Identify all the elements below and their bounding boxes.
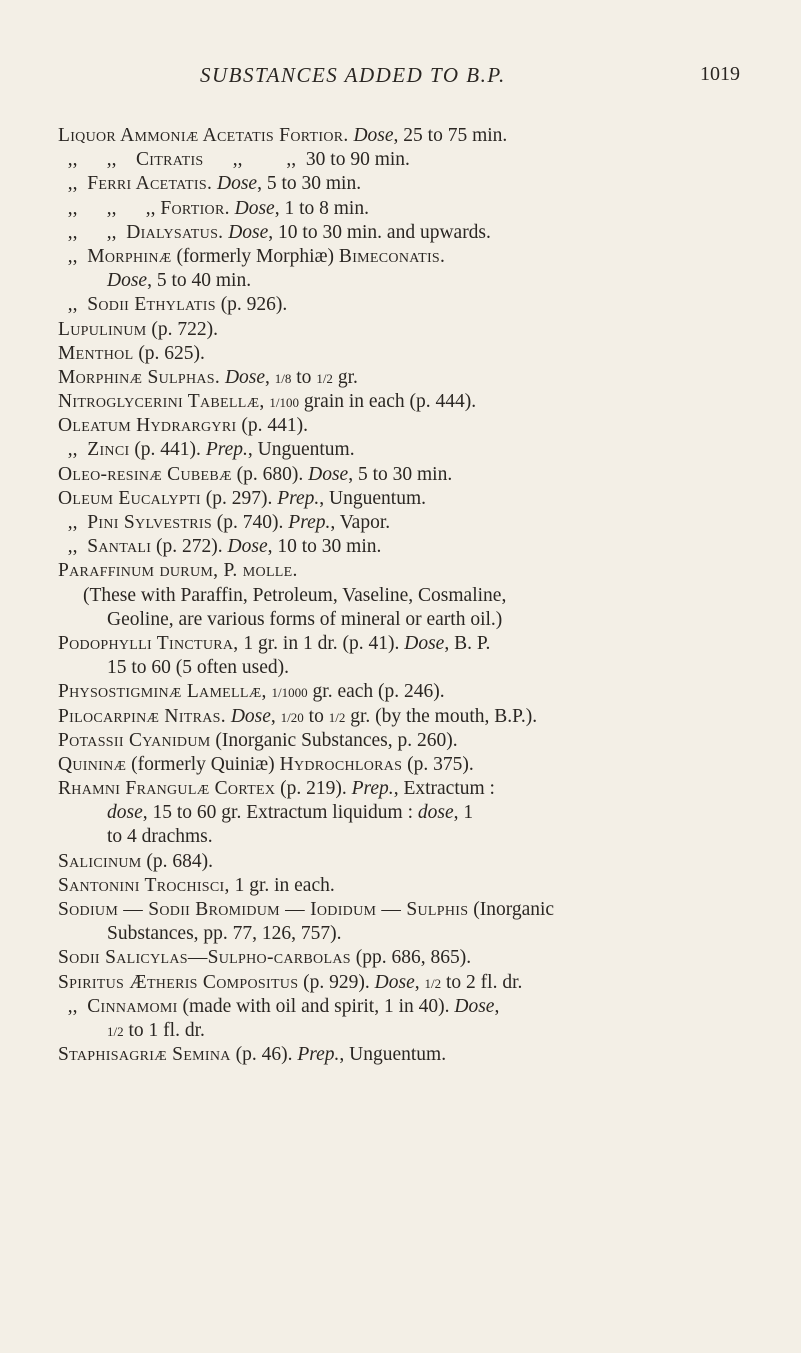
entry-name: Liquor Ammoniæ Acetatis Fortior. [58, 125, 349, 146]
line-text: , 5 to 30 min. [257, 173, 362, 195]
line-text: , 10 to 30 min. and upwards. [268, 221, 491, 243]
italic-term: Dose [217, 173, 258, 195]
italic-term: dose [417, 802, 454, 824]
entry-name: Salicinum [58, 850, 142, 872]
text-line [0, 1043, 801, 1067]
text-line [0, 801, 801, 825]
text-line [0, 705, 801, 729]
line-text: , 5 to 40 min. [147, 270, 252, 292]
entry-name: Morphinæ Sulphas. [58, 366, 221, 388]
line-text: 1 gr. in each. [229, 874, 335, 896]
running-head: SUBSTANCES ADDED TO B.P. [200, 63, 506, 87]
italic-term: Dose [227, 536, 268, 558]
text-line [0, 777, 801, 801]
entry-name: Spiritus Ætheris Compositus [58, 971, 299, 993]
line-text: ,, [58, 995, 88, 1017]
text-line [0, 753, 801, 777]
text-line [0, 511, 801, 535]
line-text: Substances, pp. 77, 126, 757). [107, 923, 342, 945]
text-line [0, 245, 801, 269]
entry-name: Rhamni Frangulæ Cortex [58, 778, 276, 800]
line-text: (p. 680). [231, 463, 309, 485]
italic-term: Dose [224, 366, 266, 388]
line-text: to 4 drachms. [107, 826, 213, 848]
line-text: to 1 fl. dr. [123, 1019, 205, 1041]
text-line [0, 922, 801, 946]
italic-term: Dose [404, 632, 445, 654]
entry-name: Lupulinum [58, 318, 147, 340]
entry-name: Pini Sylvestris [87, 512, 212, 533]
line-text: , Unguentum. [247, 439, 355, 461]
line-text: ,, [58, 439, 88, 461]
text-line [0, 438, 801, 462]
italic-term: Dose [454, 995, 495, 1017]
entry-name: Dialysatus. [126, 221, 224, 243]
line-text: (p. 740). [211, 512, 289, 533]
text-line [0, 293, 801, 317]
text-line [0, 971, 801, 995]
entry-name: Potassii Cyanidum [58, 729, 211, 751]
italic-term: Prep. [277, 487, 320, 509]
line-text: gr. (by the mouth, B.P.). [345, 705, 538, 727]
entry-name: Sodium — Sodii Bromidum — Iodidum — Sulphis [58, 899, 469, 920]
entry-name: Paraffinum durum, P. molle. [58, 560, 298, 582]
italic-term: Dose [228, 221, 269, 243]
text-line [0, 946, 801, 970]
line-text: (p. 684). [141, 850, 214, 872]
fraction: 1/8 [274, 370, 292, 386]
line-text: to [303, 705, 329, 727]
italic-term: Prep. [351, 778, 394, 800]
text-line [0, 124, 801, 148]
line-text: ,, [58, 536, 88, 558]
text-line [0, 825, 801, 849]
line-text: (formerly Quiniæ) [126, 753, 280, 775]
fraction: 1/2 [328, 709, 346, 725]
line-text: , 10 to 30 min. [267, 536, 382, 558]
line-text: (p. 929). [298, 971, 375, 993]
entry-name: Sodii Salicylas—Sulpho-carbolas [58, 947, 351, 969]
entry-name: Citratis [136, 149, 204, 171]
entry-name: Nitroglycerini Tabellæ, [58, 391, 265, 413]
entry-name: Santali [87, 536, 152, 558]
line-text: , Extractum : [393, 778, 495, 800]
entry-name: Ferri Acetatis. [87, 173, 213, 195]
text-line [0, 463, 801, 487]
italic-term: Dose [230, 705, 271, 727]
line-text: , 1 to 8 min. [274, 197, 369, 219]
line-text: , [494, 995, 500, 1017]
italic-term: Dose [308, 463, 349, 485]
page-number: 1019 [700, 63, 740, 85]
text-line [0, 656, 801, 680]
entry-name: Staphisagriæ Semina [58, 1044, 231, 1066]
line-text: (These with Paraffin, Petroleum, Vaseline, Cosmaline, [83, 584, 507, 606]
line-text: (pp. 686, 865). [350, 947, 472, 969]
text-line [0, 608, 801, 632]
line-text: ,, ,, [58, 221, 127, 243]
entry-name: Pilocarpinæ Nitras. [58, 705, 226, 727]
entry-name: Oleum Eucalypti [58, 487, 201, 509]
line-text: ,, ,, 30 to 90 min. [203, 149, 410, 171]
line-text: Geoline, are various forms of mineral or earth oil.) [107, 608, 503, 630]
text-line [0, 487, 801, 511]
text-line [0, 995, 801, 1019]
line-text: , Unguentum. [339, 1044, 447, 1066]
text-line [0, 221, 801, 245]
text-line [0, 729, 801, 753]
text-line [0, 559, 801, 583]
line-text: , 5 to 30 min. [348, 463, 453, 485]
line-text: ,, ,, ,, [58, 197, 161, 219]
text-line [0, 366, 801, 390]
entry-name: Menthol [58, 342, 134, 364]
text-line [0, 632, 801, 656]
entry-name: Physostigminæ Lamellæ, [58, 681, 267, 703]
entry-name: Fortior. [160, 197, 230, 219]
text-line [0, 318, 801, 342]
line-text: (Inorganic Substances, p. 260). [210, 729, 458, 751]
entry-list [0, 124, 801, 1067]
fraction: 1/20 [280, 709, 304, 725]
line-text: , Unguentum. [319, 487, 426, 509]
entry-name: Santonini Trochisci, [58, 874, 230, 896]
entry-name: Hydrochloras [279, 753, 403, 775]
italic-term: Prep. [288, 512, 331, 533]
line-text: , [270, 705, 281, 727]
line-text: (p. 297). [200, 487, 278, 509]
fraction: 1/2 [424, 975, 442, 991]
line-text: ,, [58, 173, 88, 195]
line-text: 1 gr. in 1 dr. (p. 41). [238, 632, 405, 654]
italic-term: Dose [107, 270, 148, 292]
line-text: (p. 272). [151, 536, 228, 558]
line-text: gr. [332, 366, 358, 388]
line-text: , [265, 366, 275, 388]
line-text: , 1 [453, 802, 474, 824]
line-text: (p. 219). [275, 778, 352, 800]
line-text: (formerly Morphiæ) [171, 245, 339, 267]
italic-term: dose [107, 802, 143, 824]
entry-name: Quininæ [58, 753, 127, 775]
text-line [0, 850, 801, 874]
line-text: ,, [58, 245, 88, 267]
line-text: ,, ,, [58, 149, 136, 171]
entry-name: Oleo-resinæ Cubebæ [58, 463, 232, 485]
line-text: (Inorganic [468, 899, 555, 920]
text-line [0, 172, 801, 196]
line-text: gr. each (p. 246). [307, 681, 445, 703]
entry-name: Sodii Ethylatis [87, 294, 216, 316]
entry-name: Zinci [87, 439, 130, 461]
text-line [0, 680, 801, 704]
page-header [200, 63, 740, 93]
line-text: (p. 441). [129, 439, 206, 461]
entry-name: Morphinæ [87, 245, 172, 267]
line-text: (p. 625). [133, 342, 205, 364]
text-line [0, 390, 801, 414]
text-line [0, 584, 801, 608]
line-text: ,, [58, 512, 88, 533]
italic-term: Dose [374, 971, 415, 993]
line-text: , Vapor. [330, 512, 391, 533]
line-text: 15 to 60 (5 often used). [107, 657, 289, 679]
text-line [0, 535, 801, 559]
line-text: , 25 to 75 min. [393, 125, 508, 146]
italic-term: Dose [234, 197, 275, 219]
line-text: (p. 722). [146, 318, 219, 340]
fraction: 1/1000 [271, 685, 308, 701]
text-line [0, 197, 801, 221]
entry-name: Podophylli Tinctura, [58, 632, 239, 654]
fraction: 1/2 [316, 370, 333, 386]
line-text: (p. 441). [236, 415, 308, 437]
text-line [0, 342, 801, 366]
text-line [0, 269, 801, 293]
entry-name: Bimeconatis. [338, 245, 446, 267]
entry-name: Cinnamomi [87, 995, 178, 1017]
line-text: (p. 46). [230, 1044, 298, 1066]
line-text: ,, [58, 294, 88, 316]
text-line [0, 898, 801, 922]
text-line [0, 874, 801, 898]
line-text: to 2 fl. dr. [441, 971, 523, 993]
entry-name: Oleatum Hydrargyri [58, 415, 237, 437]
text-line [0, 1019, 801, 1043]
fraction: 1/100 [269, 395, 300, 411]
line-text: , 15 to 60 gr. Extractum liquidum : [142, 802, 418, 824]
italic-term: Dose [353, 125, 394, 146]
text-line [0, 148, 801, 172]
line-text: grain in each (p. 444). [299, 391, 477, 413]
line-text: to [291, 366, 317, 388]
text-line [0, 414, 801, 438]
line-text: (p. 375). [402, 753, 474, 775]
italic-term: Prep. [297, 1044, 340, 1066]
italic-term: Prep. [205, 439, 248, 461]
line-text: , B. P. [444, 632, 491, 654]
line-text: , [414, 971, 425, 993]
fraction: 1/2 [107, 1023, 124, 1039]
line-text: (p. 926). [215, 294, 288, 316]
line-text: (made with oil and spirit, 1 in 40). [177, 995, 455, 1017]
